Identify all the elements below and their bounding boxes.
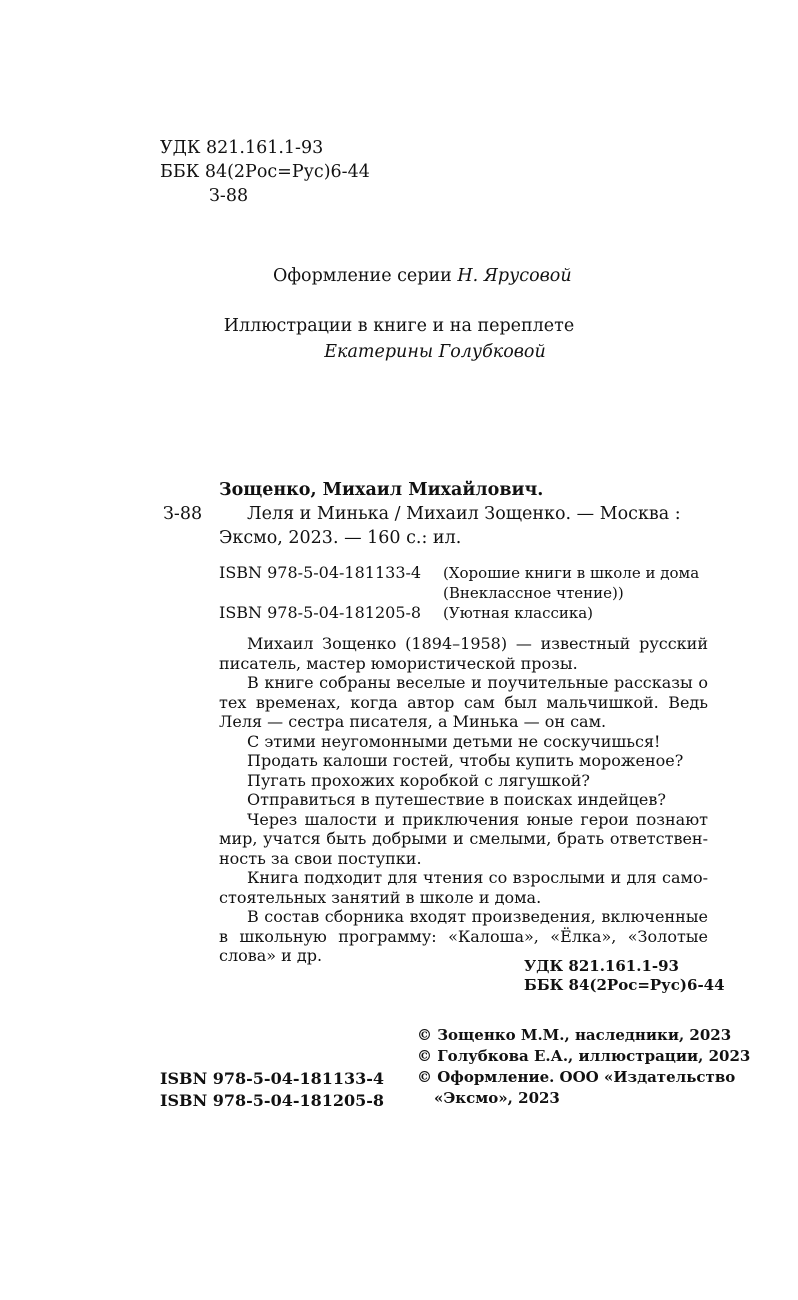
catalog-title-line: Леля и Минька / Михаил Зощенко. — Москва :: [247, 504, 681, 524]
catalog-isbn-1-series-line2: (Внеклассное чтение)): [443, 584, 624, 602]
annotation-paragraph: Книга подходит для чтения со взрослыми и для самостоятельных занятий в школе и дома.: [219, 868, 708, 907]
catalog-isbn-2: ISBN 978-5-04-181205-8: [219, 603, 422, 622]
catalog-author-mark: З-88: [163, 504, 203, 524]
annotation-paragraph: С этими неугомонными детьми не соскучишься!: [247, 731, 661, 751]
footer-isbn-2: ISBN 978-5-04-181205-8: [160, 1091, 385, 1110]
catalog-publisher-line: Эксмо, 2023. — 160 с.: ил.: [219, 528, 462, 548]
header-bbk: ББК 84(2Рос=Рус)6-44: [160, 162, 370, 182]
catalog-isbn-2-series: (Уютная классика): [443, 604, 594, 622]
classification-udk: УДК 821.161.1-93: [524, 957, 679, 975]
catalog-author-heading: Зощенко, Михаил Михайлович.: [219, 480, 544, 500]
annotation-paragraph: В книге собраны веселые и поучительные рассказы о тех временах, когда автор сам был мальчишкой. Ведь Леля — сестра писателя, а Минька — он сам.: [219, 673, 708, 731]
series-designer: Н. Ярусовой: [457, 266, 572, 286]
annotation-paragraph: В состав сборника входят произведения, включенные в школьную программу: «Калоша», «Ёлка», «Золотые слова» и др.: [219, 907, 708, 965]
annotation-paragraph: Продать калоши гостей, чтобы купить мороженое?: [247, 751, 684, 770]
series-credit: [273, 264, 572, 288]
annotation-paragraph: Пугать прохожих коробкой с лягушкой?: [247, 770, 590, 790]
copyright-illustrator: © Голубкова Е.А., иллюстрации, 2023: [417, 1047, 751, 1065]
classification-bbk: ББК 84(2Рос=Рус)6-44: [524, 976, 725, 994]
copyright-design-line1: © Оформление. ООО «Издательство: [417, 1068, 736, 1086]
header-udk: УДК 821.161.1-93: [160, 138, 324, 158]
header-author-mark: З-88: [209, 186, 249, 206]
annotation: [219, 634, 708, 966]
annotation-paragraph: Отправиться в путешествие в поисках индейцев?: [247, 790, 666, 809]
annotation-paragraph: Михаил Зощенко (1894–1958) — известный русский писатель, мастер юмористической прозы.: [219, 634, 708, 673]
footer-isbn-1: ISBN 978-5-04-181133-4: [160, 1069, 385, 1088]
annotation-paragraph: Через шалости и приключения юные герои познают мир, учатся быть добрыми и смелыми, брать ответственность за свои поступки.: [219, 809, 708, 868]
catalog-isbn-1: ISBN 978-5-04-181133-4: [219, 563, 422, 582]
copyright-author: © Зощенко М.М., наследники, 2023: [417, 1026, 732, 1044]
copyright-design-line2: «Эксмо», 2023: [434, 1089, 560, 1107]
series-credit-prefix: Оформление серии: [273, 266, 452, 286]
catalog-isbn-1-series-line1: (Хорошие книги в школе и дома: [443, 564, 700, 582]
illustrations-credit: Иллюстрации в книге и на переплете: [223, 316, 575, 336]
illustrator-name: Екатерины Голубковой: [324, 342, 546, 362]
